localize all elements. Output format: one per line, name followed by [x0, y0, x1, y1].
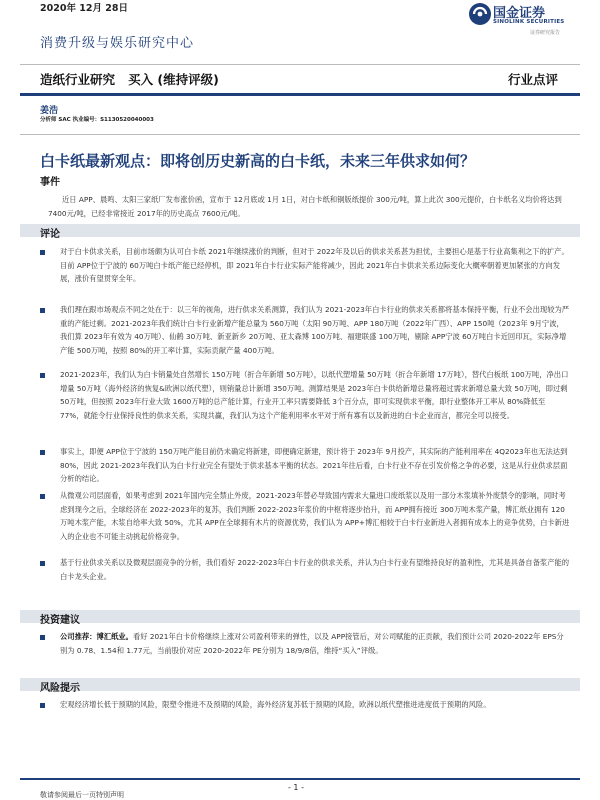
section-bar	[20, 678, 580, 691]
logo-tag: 证券研究报告	[530, 30, 561, 36]
footer-divider	[20, 778, 580, 780]
comment-text: 对于白卡供求关系，目前市场颇为认可白卡纸 2021年继续涨价的判断，但对于 2022年及以后的供求关系甚为担忧，主要担心是基于行业高集利之下的扩产。目前 APP位于宁波的 60万吨白卡纸产能已经停机，即 2021年白卡行业实际产能将减少，因此 2021年白卡供求关系边际变化大概率朝着更加紧张的方向发展，涨价有望贯穿全年。	[60, 247, 569, 284]
risk-item	[40, 698, 570, 712]
rating: 买入 (维持评级)	[128, 72, 219, 87]
comment-text: 基于行业供求关系以及微观层面竞争的分析，我们看好 2022-2023年白卡行业的供求关系，并认为白卡行业有望维持良好的盈利性，尤其是具备自备浆产能的白卡龙头企业。	[60, 558, 570, 581]
comment-item	[40, 489, 570, 543]
sector-rating	[40, 70, 219, 88]
bullet-square-icon	[40, 561, 45, 566]
risk-text: 宏观经济增长低于预期的风险，限塑令推进不及预期的风险，海外经济复苏低于预期的风险，欧洲以纸代塑推进进度低于预期的风险。	[60, 700, 491, 709]
bullet-square-icon	[40, 635, 45, 640]
page-number: - 1 -	[288, 783, 304, 792]
comment-item	[40, 245, 570, 286]
logo-english: SINOLINK SECURITIES	[493, 19, 565, 25]
report-title: 白卡纸最新观点：即将创历史新高的白卡纸，未来三年供求如何？	[40, 152, 476, 170]
divider	[20, 134, 580, 135]
research-center: 消费升级与娱乐研究中心	[40, 36, 195, 51]
comment-item	[40, 556, 570, 583]
section-comment: 评论	[40, 229, 60, 240]
report-type: 行业点评	[508, 72, 559, 87]
comment-item	[40, 368, 570, 422]
comment-text: 从微观公司层面看，如果考虑到 2021年国内完全禁止外废，2021-2023年替必导致国内需求大量进口废纸浆以及用一部分木浆填补外废禁令的影响，同时考虑到现今之后，全球经济在 2022-2023年的复苏，我们判断 2022-2023年浆价的中枢将逐步抬升，而 APP拥有接近 300万吨木浆产量，博汇纸业拥有 120万吨木浆产能，木浆自给率大致 50%，尤其 APP在全球拥有木片的资源优势，我们认为 APP+博汇相较于白卡行业新进入者拥有成本上的竞争优势，白卡新进入的企业也不可能主动挑起价格竞争。	[60, 491, 570, 541]
sector-name: 造纸行业研究	[40, 72, 116, 87]
bullet-square-icon	[40, 450, 45, 455]
comment-text: 2021-2023年，我们认为白卡销量处自然增长 150万吨（折合年新增 50万吨），以纸代塑增量 50万吨（折合年新增 17万吨），替代白板纸 100万吨，净出口增量 50万吨（海外经济的恢复&欧洲以纸代塑），则销量总计新增 350万吨。测算结果是 2023年白卡供给新增总量将超过需求新增总量大致 50万吨，即过剩 50万吨，但按照 2023年行业大致 1600万吨的总产能计算，行业开工率只需要降低 3个百分点，即可实现供求平衡，即行业整体开工率从 80%降低至 77%，就能令行业保持良性的供求关系，实现共赢，我们认为这个产能利用率水平对于所有寡有以及新进的白卡企业而言，都完全可以接受。	[60, 370, 569, 420]
comment-item	[40, 445, 570, 486]
comment-item	[40, 303, 570, 357]
bullet-square-icon	[40, 373, 45, 378]
event-text: 近日 APP、晨鸣、太阳三家纸厂发布涨价函，宣布于 12月底或 1月 1日，对白卡纸和铜版纸提价 300元/吨，算上此次 300元提价，白卡纸名义均价将达到 7400元/吨，已经非常接近 2017年的历史高点 7600元/吨。	[48, 195, 562, 218]
comment-text: 我们理在跟市场观点不同之处在于：以三年的视角，进行供求关系测算，我们认为 2021-2023年白卡行业的供求关系都将基本保持平衡，行业不会出现较为严重的产能过剩。2021-2023年我们统计白卡行业新增产能总量为 560万吨（太阳 90万吨、APP 180万吨（2022年广西）、APP 150吨（2023年 9月宁波，我们算 2023年有效为 40万吨）、仙鹤 30万吨、新亚新乡 20万吨、亚太森博 100万吨、福建联盛 100万吨，剔除 APP宁波 60万吨白卡近回印瓦，实际净增产能 500万吨，按照 80%的开工率计算，实际贡献产量 400万吨。	[60, 305, 570, 355]
section-advice: 投资建议	[40, 615, 80, 626]
advice-label: 公司推荐：博汇纸业。	[60, 632, 133, 641]
logo-name: 国金证券	[493, 6, 546, 21]
section-bar	[20, 610, 580, 623]
comment-text: 事实上，即便 APP位于宁波的 150万吨产能目前仍未确定将新建，即便确定新建，预计将于 2023年 9月投产，其实际的产能利用率在 4Q2023年也无法达到 80%，因此 2021-2023年我们认为白卡行业完全有望处于供求基本平衡的状态。2021年往后看，白卡行业不存在引发价格之争的必要，这是从行业供求层面分析的结论。	[60, 447, 568, 484]
section-bar	[20, 224, 580, 237]
disclaimer-note: 敬请参阅最后一页特别声明	[40, 791, 124, 799]
bullet-square-icon	[40, 250, 45, 255]
section-risk: 风险提示	[40, 683, 80, 694]
advice-item	[40, 630, 570, 657]
bullet-square-icon	[40, 703, 45, 708]
advice-text: 看好 2021年白卡价格继续上涨对公司盈利带来的弹性，以及 APP接管后，对公司赋能的正贡献，我们预计公司 2020-2022年 EPS分别为 0.78、1.54和 1.77元，当前股价对应 2020-2022年 PE分别为 18/9/8倍，维持“买入”评级。	[60, 632, 564, 655]
analyst-cert: 分析师 SAC 执业编号：S1130520040003	[40, 117, 154, 123]
section-event: 事件	[40, 177, 60, 188]
bullet-square-icon	[40, 308, 45, 313]
analyst-name: 姜浩	[40, 106, 59, 116]
event-paragraph	[48, 193, 568, 220]
report-date: 2020年 12月 28日	[40, 3, 128, 14]
bullet-square-icon	[40, 494, 45, 499]
